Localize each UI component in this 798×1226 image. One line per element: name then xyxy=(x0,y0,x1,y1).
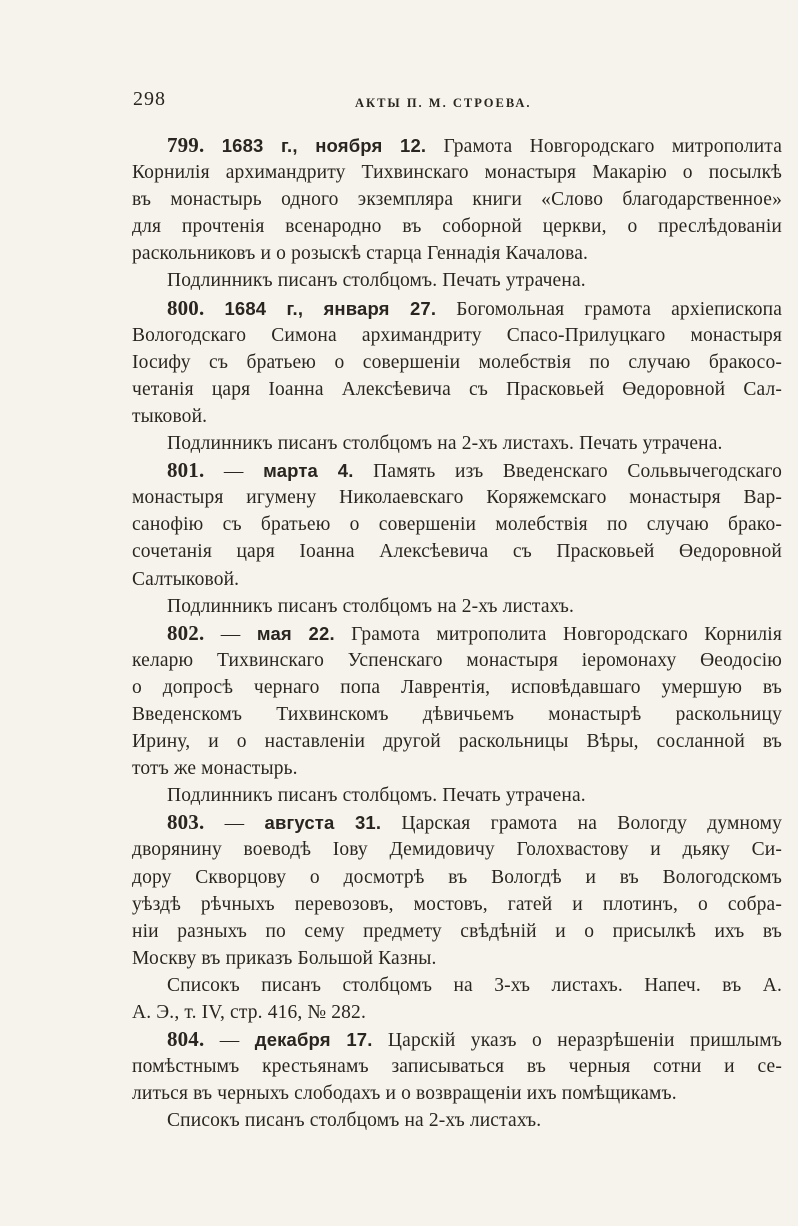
entry-number: 801. xyxy=(167,458,205,483)
entry-date: августа 31. xyxy=(264,812,382,834)
entry-text-line: помѣстнымъ крестьянамъ записываться въ черныя сотни и се- xyxy=(132,1056,782,1078)
entry-text: Царскій указъ о неразрѣшеніи пришлымъ xyxy=(387,1030,783,1052)
running-head: АКТЫ П. М. СТРОЕВА. xyxy=(355,96,532,110)
entry-text-line: сочетанія царя Іоанна Алексѣевича съ Прасковьей Өедоровной xyxy=(132,541,782,563)
entry-text-line: о допросѣ чернаго попа Лаврентія, исповѣдавшаго умершую въ xyxy=(132,676,782,698)
entry-text-line: литься въ черныхъ слободахъ и о возвращеніи ихъ помѣщикамъ. xyxy=(132,1083,677,1105)
entry-text-line: тотъ же монастырь. xyxy=(132,758,298,780)
entry-text-line: Вологодскаго Симона архимандриту Спасо-Прилуцкаго монастыря xyxy=(132,324,782,346)
entry-number: 804. xyxy=(167,1027,205,1052)
entry-text-line: келарю Тихвинскаго Успенскаго монастыря іеромонаху Өеодосію xyxy=(132,649,782,671)
entry-date: 1683 г., ноября 12. xyxy=(221,135,427,156)
entry-text-line: уѣздѣ рѣчныхъ перевозовъ, мостовъ, гатей и плотинъ, о собра- xyxy=(132,893,782,915)
entry-note: Подлинникъ писанъ столбцомъ. Печать утрачена. xyxy=(167,270,586,292)
entry-803-line-1 xyxy=(132,809,782,836)
entry-799-line-1 xyxy=(132,132,782,159)
entry-800-line-1 xyxy=(132,295,782,322)
entry-text-line: Москву въ приказъ Большой Казны. xyxy=(132,947,437,969)
entry-804-line-1 xyxy=(132,1026,782,1053)
entry-text: Грамота митрополита Новгородскаго Корнилія xyxy=(351,623,782,645)
entry-text-line: тыковой. xyxy=(132,405,208,427)
entry-date: марта 4. xyxy=(263,460,354,482)
entry-date: 1684 г., января 27. xyxy=(224,297,437,319)
entry-text: Грамота Новгородскаго митрополита xyxy=(443,136,783,157)
page-header xyxy=(133,88,781,122)
entry-text-line: Корнилія архимандриту Тихвинскаго монастыря Макарію о посылкѣ xyxy=(132,162,782,184)
entry-text-line: Введенскомъ Тихвинскомъ дѣвичьемъ монастырѣ раскольницу xyxy=(132,703,782,725)
entry-text-line: четанія царя Іоанна Алексѣевича съ Прасковьей Өедоровной Сал- xyxy=(132,378,782,400)
entry-note: Подлинникъ писанъ столбцомъ на 2-хъ листахъ. xyxy=(167,595,575,617)
entry-note: Подлинникъ писанъ столбцомъ на 2-хъ листахъ. Печать утрачена. xyxy=(167,433,723,455)
entry-dash: — xyxy=(224,813,245,835)
entry-text-line: монастыря игумену Николаевскаго Коряжемскаго монастыря Вар- xyxy=(132,487,782,509)
entry-number: 799. xyxy=(167,133,205,157)
entry-date: мая 22. xyxy=(256,622,335,644)
entry-text-line: Ирину, и о наставленіи другой раскольницы Вѣры, сосланной въ xyxy=(132,731,782,753)
entry-number: 802. xyxy=(167,620,205,645)
entry-text: Царская грамота на Вологду думному xyxy=(401,813,782,835)
entry-801-line-1 xyxy=(132,457,782,484)
entry-number: 803. xyxy=(167,810,205,835)
entry-text-line: для прочтенія всенародно въ соборной церкви, о преслѣдованіи xyxy=(132,216,782,238)
entry-text-line: дворянину воеводѣ Іову Демидовичу Голохвастову и дьяку Си- xyxy=(132,839,782,861)
entry-dash: — xyxy=(219,1030,240,1052)
page-number: 298 xyxy=(133,88,166,110)
entry-note: Подлинникъ писанъ столбцомъ. Печать утрачена. xyxy=(167,785,586,807)
entry-dash: — xyxy=(223,461,244,483)
entry-note: А. Э., т. IV, стр. 416, № 282. xyxy=(132,1002,366,1023)
entry-text-line: санофію съ братьею о совершеніи молебствія по случаю брако- xyxy=(132,514,782,536)
entry-date: декабря 17. xyxy=(254,1029,373,1051)
entry-dash: — xyxy=(220,623,241,645)
entry-note: Списокъ писанъ столбцомъ на 2-хъ листахъ. xyxy=(167,1110,542,1132)
entry-text: Память изъ Введенскаго Сольвычегодскаго xyxy=(373,461,782,483)
entry-text-line: ніи разныхъ по сему предмету свѣдѣній и о присылкѣ ихъ въ xyxy=(132,920,782,942)
entry-802-line-1 xyxy=(132,620,782,647)
entry-text: Богомольная грамота архіепископа xyxy=(456,298,783,320)
entry-number: 800. xyxy=(167,295,205,320)
entry-text-line: Салтыковой. xyxy=(132,568,240,590)
entry-note: Списокъ писанъ столбцомъ на 3-хъ листахъ. Напеч. въ А. xyxy=(167,974,782,996)
entry-text-line: раскольниковъ и о розыскѣ старца Геннадія Качалова. xyxy=(132,243,589,265)
page-text xyxy=(132,132,782,1134)
entry-text-line: дору Скворцову о досмотрѣ въ Вологдѣ и въ Вологодскомъ xyxy=(132,866,782,888)
entry-text-line: Іосифу съ братьею о совершеніи молебствія по случаю бракосо- xyxy=(132,351,782,373)
entry-text-line: въ монастырь одного экземпляра книги «Слово благодарственное» xyxy=(132,189,782,211)
